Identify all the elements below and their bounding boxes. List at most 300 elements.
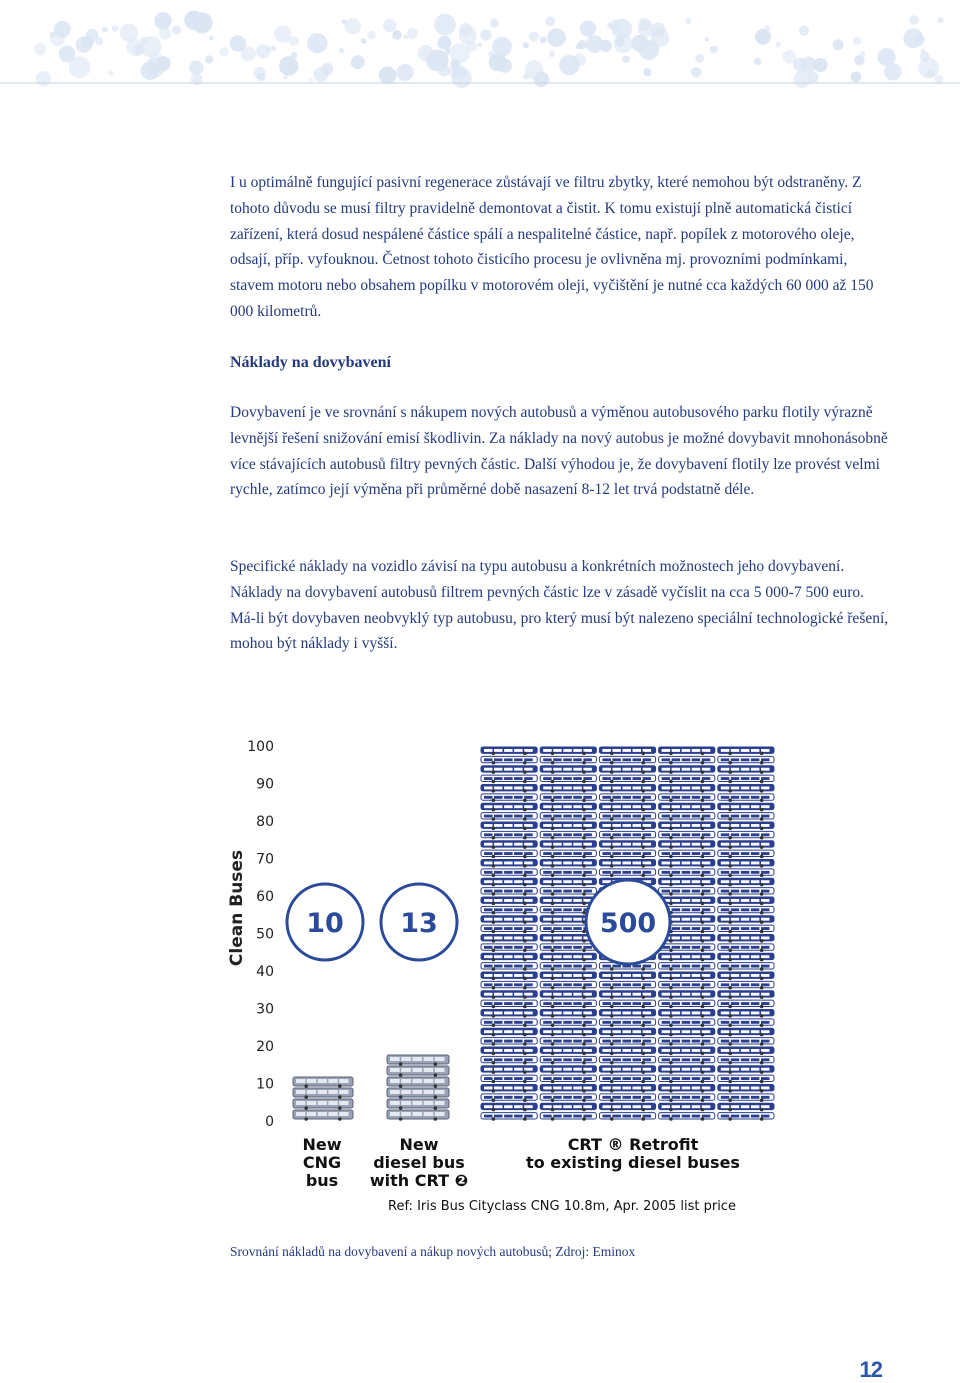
header-dot — [480, 29, 491, 40]
bus-icon — [659, 850, 715, 858]
bus-icon — [481, 935, 537, 943]
bus-icon — [540, 775, 596, 783]
bus-icon — [718, 794, 774, 802]
bus-icon — [599, 991, 655, 999]
header-dot — [466, 41, 477, 52]
header-dot — [549, 51, 555, 57]
bus-icon — [540, 953, 596, 961]
header-dot — [361, 38, 366, 43]
bus-icon — [659, 1056, 715, 1064]
bus-icon — [387, 1110, 449, 1121]
bus-icon — [540, 1085, 596, 1093]
bus-icon — [481, 766, 537, 774]
bus-icon — [718, 1113, 774, 1121]
header-dot — [612, 19, 632, 39]
bus-icon — [481, 1000, 537, 1008]
bus-icon — [599, 1085, 655, 1093]
header-dot — [69, 56, 91, 78]
header-dot — [854, 55, 864, 65]
bus-icon — [659, 1038, 715, 1046]
bus-icon — [718, 1019, 774, 1027]
bus-icon — [599, 747, 655, 755]
bus-icon — [718, 953, 774, 961]
bus-icon — [387, 1066, 449, 1077]
bus-icon — [718, 1103, 774, 1111]
y-tick-label: 10 — [256, 1076, 274, 1093]
bus-icon — [481, 888, 537, 896]
bus-icon — [540, 981, 596, 989]
bus-icon — [718, 775, 774, 783]
header-dot — [523, 42, 529, 48]
bus-icon — [659, 944, 715, 952]
bus-icon — [540, 944, 596, 952]
bus-icon — [718, 1075, 774, 1083]
header-dot — [446, 51, 450, 55]
bus-icon — [718, 756, 774, 764]
bus-icon — [718, 916, 774, 924]
y-tick-label: 100 — [247, 739, 274, 755]
bus-icon — [540, 803, 596, 811]
bus-icon — [718, 1000, 774, 1008]
header-dot — [459, 26, 477, 44]
header-dot — [274, 26, 291, 43]
y-tick-label: 70 — [256, 851, 274, 868]
header-dot — [808, 72, 819, 83]
bus-icon — [659, 953, 715, 961]
header-dot — [492, 37, 512, 57]
bus-icon — [540, 841, 596, 849]
value-label: 10 — [306, 908, 344, 939]
header-dot — [339, 48, 344, 53]
bus-icon — [481, 1066, 537, 1074]
category-label: to existing diesel buses — [526, 1153, 740, 1172]
header-dot — [710, 45, 718, 53]
header-dot — [903, 28, 923, 48]
bus-icon — [659, 1010, 715, 1018]
header-dot — [257, 73, 265, 81]
bus-icon — [718, 991, 774, 999]
bus-icon — [481, 1113, 537, 1121]
bus-icon — [718, 878, 774, 886]
bus-icon — [659, 972, 715, 980]
bus-icon — [659, 1075, 715, 1083]
header-dot — [643, 68, 651, 76]
bus-icon — [481, 953, 537, 961]
bus-icon — [718, 981, 774, 989]
value-label: 13 — [400, 908, 438, 939]
bus-icon — [481, 813, 537, 821]
header-dot — [241, 46, 256, 61]
bus-icon — [599, 1056, 655, 1064]
header-dot — [705, 37, 710, 42]
header-dot — [379, 67, 397, 85]
category-label: bus — [305, 1171, 339, 1190]
bus-icon — [540, 1056, 596, 1064]
header-dot — [559, 55, 579, 75]
bus-icon — [659, 963, 715, 971]
bus-icon — [718, 766, 774, 774]
bus-icon — [540, 794, 596, 802]
bus-icon — [659, 775, 715, 783]
bus-icon — [481, 906, 537, 914]
bus-icon — [659, 1085, 715, 1093]
bus-icon — [599, 1010, 655, 1018]
bus-icon — [481, 803, 537, 811]
bus-icon — [599, 1047, 655, 1055]
bus-icon — [659, 1019, 715, 1027]
bus-icon — [481, 1038, 537, 1046]
bus-icon — [599, 756, 655, 764]
bus-icon — [540, 1047, 596, 1055]
bus-icon — [599, 813, 655, 821]
bus-icon — [718, 1010, 774, 1018]
header-dot — [935, 75, 944, 84]
bus-icon — [481, 963, 537, 971]
header-dot — [754, 58, 762, 66]
bus-icon — [659, 981, 715, 989]
bus-icon — [540, 963, 596, 971]
bus-icon — [599, 785, 655, 793]
bus-icon — [599, 860, 655, 868]
bus-icon — [481, 878, 537, 886]
header-dot — [120, 24, 138, 42]
bus-icon — [293, 1077, 353, 1088]
header-dot — [279, 56, 298, 75]
bus-icon — [481, 897, 537, 905]
header-dot — [927, 70, 935, 78]
bus-icon — [540, 897, 596, 905]
bus-icon — [659, 756, 715, 764]
header-dot — [833, 39, 844, 50]
bus-icon — [659, 813, 715, 821]
bus-icon — [481, 925, 537, 933]
bus-icon — [481, 981, 537, 989]
bus-icon — [599, 766, 655, 774]
bus-icon — [540, 1075, 596, 1083]
bus-icon — [718, 869, 774, 877]
bus-icon — [481, 1075, 537, 1083]
header-dot — [345, 18, 361, 34]
bus-icon — [481, 1019, 537, 1027]
category-label: CRT ® Retrofit — [567, 1135, 699, 1154]
header-dot — [154, 12, 171, 29]
header-dot — [209, 36, 214, 41]
header-dot — [36, 71, 51, 86]
category-label: New — [399, 1135, 439, 1154]
header-dot — [404, 35, 408, 39]
bus-icon — [659, 860, 715, 868]
bus-icon — [599, 803, 655, 811]
bus-icon — [659, 869, 715, 877]
bus-icon — [718, 1056, 774, 1064]
page-number: 12 — [859, 1357, 882, 1382]
bus-icon — [599, 1075, 655, 1083]
header-dot — [853, 37, 861, 45]
header-dot — [540, 36, 547, 43]
bus-icon — [659, 803, 715, 811]
header-dot — [291, 52, 297, 58]
bus-icon — [481, 916, 537, 924]
chart-caption: Srovnání nákladů na dovybavení a nákup nových autobusů; Zdroj: Eminox — [230, 1244, 636, 1259]
bus-icon — [387, 1088, 449, 1099]
bus-icon — [718, 1066, 774, 1074]
bus-icon — [659, 822, 715, 830]
header-dot — [205, 55, 213, 63]
bus-icon — [599, 850, 655, 858]
category-label: New — [302, 1135, 342, 1154]
header-dot — [580, 21, 596, 37]
header-dot — [219, 47, 229, 57]
bus-icon — [540, 1094, 596, 1102]
header-dot — [776, 42, 782, 48]
bus-icon — [540, 888, 596, 896]
bus-icon — [599, 822, 655, 830]
bus-icon — [718, 850, 774, 858]
bus-icon — [599, 794, 655, 802]
header-dot — [189, 61, 203, 75]
header-dot — [438, 36, 452, 50]
value-label: 500 — [599, 908, 657, 939]
bus-icon — [540, 1103, 596, 1111]
y-tick-label: 0 — [265, 1114, 274, 1130]
bus-icon — [481, 860, 537, 868]
header-dot — [478, 43, 482, 47]
bus-icon — [540, 766, 596, 774]
category-label: CNG — [302, 1153, 342, 1172]
header-dot — [309, 78, 313, 82]
bus-icon — [718, 906, 774, 914]
category-label: diesel bus — [373, 1153, 465, 1172]
y-tick-label: 30 — [256, 1001, 274, 1018]
bus-icon — [481, 1010, 537, 1018]
y-tick-label: 50 — [256, 926, 274, 943]
header-dot — [534, 72, 549, 87]
bus-icon — [599, 1038, 655, 1046]
header-dot — [426, 53, 444, 71]
bus-icon — [481, 972, 537, 980]
bus-icon — [659, 841, 715, 849]
costs-paragraph: Specifické náklady na vozidlo závisí na typu autobusu a konkrétních možnostech jeho dovybavení. Náklady na dovybavení autobusů filtrem pevných částic lze v zásadě vyčíslit na cca 5 000-7 500 euro. Má-li být dovybaven neobvyklý typ autobusu, pro který musí být nalezeno speciální technologické řešení, mohou být náklady i vyšší. — [230, 558, 889, 653]
header-dot — [307, 33, 327, 53]
header-dot — [172, 26, 181, 35]
bus-icon — [718, 888, 774, 896]
bus-icon — [659, 1000, 715, 1008]
header-dot — [392, 30, 402, 40]
header-dot — [34, 43, 46, 55]
y-tick-label: 40 — [256, 964, 274, 980]
intro-paragraph: I u optimálně fungující pasivní regenerace zůstávají ve filtru zbytky, které nemohou být odstraněny. Z tohoto důvodu se musí filtry pravidelně demontovat a čistit. K tomu existují plně automatická čisticí zařízení, která dosud nespálené částice spálí a nespalitelné částice, např. popílek z motorového oleje, odsají, příp. vyfouknou. Četnost tohoto čisticího procesu je ovlivněna mj. provozními podmínkami, stavem motoru nebo obsahem popílku v motorovém oleji, vyčištění je nutné cca každých 60 000 až 150 000 kilometrů. — [230, 174, 874, 320]
header-dot — [878, 48, 896, 66]
bus-icon — [718, 1047, 774, 1055]
bus-icon — [387, 1077, 449, 1088]
bus-icon — [718, 841, 774, 849]
bus-icon — [293, 1099, 353, 1110]
bus-icon — [718, 935, 774, 943]
bus-icon — [387, 1099, 449, 1110]
bus-icon — [599, 1094, 655, 1102]
bus-icon — [481, 841, 537, 849]
bus-icon — [481, 944, 537, 952]
header-dot — [351, 55, 365, 69]
bus-icon — [599, 775, 655, 783]
bus-icon — [481, 1047, 537, 1055]
bus-icon — [659, 1103, 715, 1111]
bus-icon — [540, 878, 596, 886]
bus-cost-chart — [220, 730, 800, 1220]
bus-icon — [718, 972, 774, 980]
bus-icon — [599, 831, 655, 839]
header-dot — [851, 72, 862, 83]
bus-icon — [718, 747, 774, 755]
bus-icon — [540, 1000, 596, 1008]
bus-icon — [659, 991, 715, 999]
bus-icon — [481, 1085, 537, 1093]
header-dot — [266, 46, 271, 51]
header-dot — [631, 35, 649, 53]
header-dot — [545, 17, 555, 27]
bus-icon — [481, 794, 537, 802]
header-dot — [799, 26, 809, 36]
bus-icon — [599, 1103, 655, 1111]
bus-icon — [540, 785, 596, 793]
header-dots-decoration — [0, 0, 960, 90]
bus-icon — [293, 1088, 353, 1099]
bus-icon — [540, 756, 596, 764]
bus-icon — [481, 869, 537, 877]
header-dot — [448, 66, 460, 78]
retrofit-paragraph: Dovybavení je ve srovnání s nákupem nových autobusů a výměnou autobusového parku flotily výrazně levnější řešení snižování emisí škodlivin. Za náklady na nový autobus je možné dovybavit mnohonásobně více stávajících autobusů filtry pevných částic. Další výhodou je, že dovybavení flotily lze provést velmi rychle, zatímco její výměna při průměrné době nasazení 8-12 let trvá podstatně déle. — [230, 404, 888, 499]
bus-icon — [481, 1103, 537, 1111]
bus-icon — [599, 1000, 655, 1008]
bus-icon — [659, 1113, 715, 1121]
bus-icon — [540, 813, 596, 821]
bus-icon — [659, 794, 715, 802]
header-dot — [396, 64, 413, 81]
bus-icon — [718, 1094, 774, 1102]
bus-icon — [599, 841, 655, 849]
bus-icon — [718, 813, 774, 821]
header-dot — [600, 40, 612, 52]
bus-icon — [540, 1038, 596, 1046]
header-dot — [434, 14, 456, 36]
bus-icon — [718, 1085, 774, 1093]
bus-icon — [481, 831, 537, 839]
bus-icon — [718, 1028, 774, 1036]
bus-icon — [659, 1028, 715, 1036]
bus-icon — [659, 888, 715, 896]
bus-icon — [599, 972, 655, 980]
bus-icon — [293, 1110, 353, 1121]
bus-icon — [659, 831, 715, 839]
bus-icon — [659, 1047, 715, 1055]
y-tick-label: 90 — [256, 776, 274, 793]
bus-icon — [540, 972, 596, 980]
header-dot — [651, 29, 669, 47]
bus-icon — [481, 1056, 537, 1064]
bus-icon — [481, 785, 537, 793]
header-dot — [184, 11, 203, 30]
bus-icon — [659, 747, 715, 755]
header-dot — [498, 58, 512, 72]
bus-icon — [540, 850, 596, 858]
header-dot — [782, 50, 796, 64]
bus-icon — [540, 1113, 596, 1121]
bus-icon — [718, 785, 774, 793]
header-dot — [321, 63, 333, 75]
header-dot — [102, 27, 108, 33]
header-dot — [622, 56, 629, 63]
header-dot — [695, 54, 704, 63]
header-dot — [289, 36, 299, 46]
bus-icon — [481, 756, 537, 764]
y-tick-label: 20 — [256, 1039, 274, 1055]
header-dot — [529, 32, 539, 42]
header-dot — [547, 28, 566, 47]
header-dot — [523, 74, 529, 80]
bus-icon — [659, 766, 715, 774]
bus-icon — [481, 1028, 537, 1036]
bus-icon — [481, 991, 537, 999]
bus-icon — [659, 785, 715, 793]
bus-icon — [540, 1028, 596, 1036]
bus-icon — [599, 981, 655, 989]
bus-icon — [599, 869, 655, 877]
header-dot — [640, 18, 644, 22]
bus-icon — [659, 878, 715, 886]
bus-icon — [481, 747, 537, 755]
header-dot — [938, 17, 944, 23]
y-tick-label: 60 — [256, 889, 274, 905]
bus-icon — [718, 897, 774, 905]
bus-icon — [718, 860, 774, 868]
bus-icon — [718, 803, 774, 811]
section-heading: Náklady na dovybavení — [230, 354, 391, 371]
header-dot — [86, 29, 99, 42]
header-dot — [141, 61, 160, 80]
header-dot — [108, 70, 113, 75]
bus-icon — [718, 822, 774, 830]
header-dot — [800, 57, 816, 73]
header-dot — [112, 25, 119, 32]
bus-icon — [540, 747, 596, 755]
header-dot — [685, 18, 691, 24]
header-dot — [283, 75, 287, 79]
bus-icon — [540, 991, 596, 999]
bus-icon — [540, 860, 596, 868]
bus-icon — [540, 1019, 596, 1027]
header-dot — [407, 28, 418, 39]
header-dot — [691, 67, 701, 77]
bus-icon — [540, 822, 596, 830]
bus-icon — [599, 1113, 655, 1121]
header-dot — [576, 44, 582, 50]
bus-icon — [718, 1038, 774, 1046]
bus-icon — [659, 1094, 715, 1102]
category-label: with CRT ❷ — [369, 1171, 469, 1190]
bus-icon — [481, 775, 537, 783]
bus-icon — [540, 831, 596, 839]
header-dot — [755, 29, 771, 45]
bus-icon — [718, 944, 774, 952]
bus-icon — [481, 822, 537, 830]
bus-icon — [599, 1019, 655, 1027]
y-tick-label: 80 — [256, 814, 274, 830]
bus-icon — [387, 1055, 449, 1066]
bus-icon — [540, 1066, 596, 1074]
bus-icon — [540, 1010, 596, 1018]
bus-icon — [540, 869, 596, 877]
bus-icon — [718, 925, 774, 933]
